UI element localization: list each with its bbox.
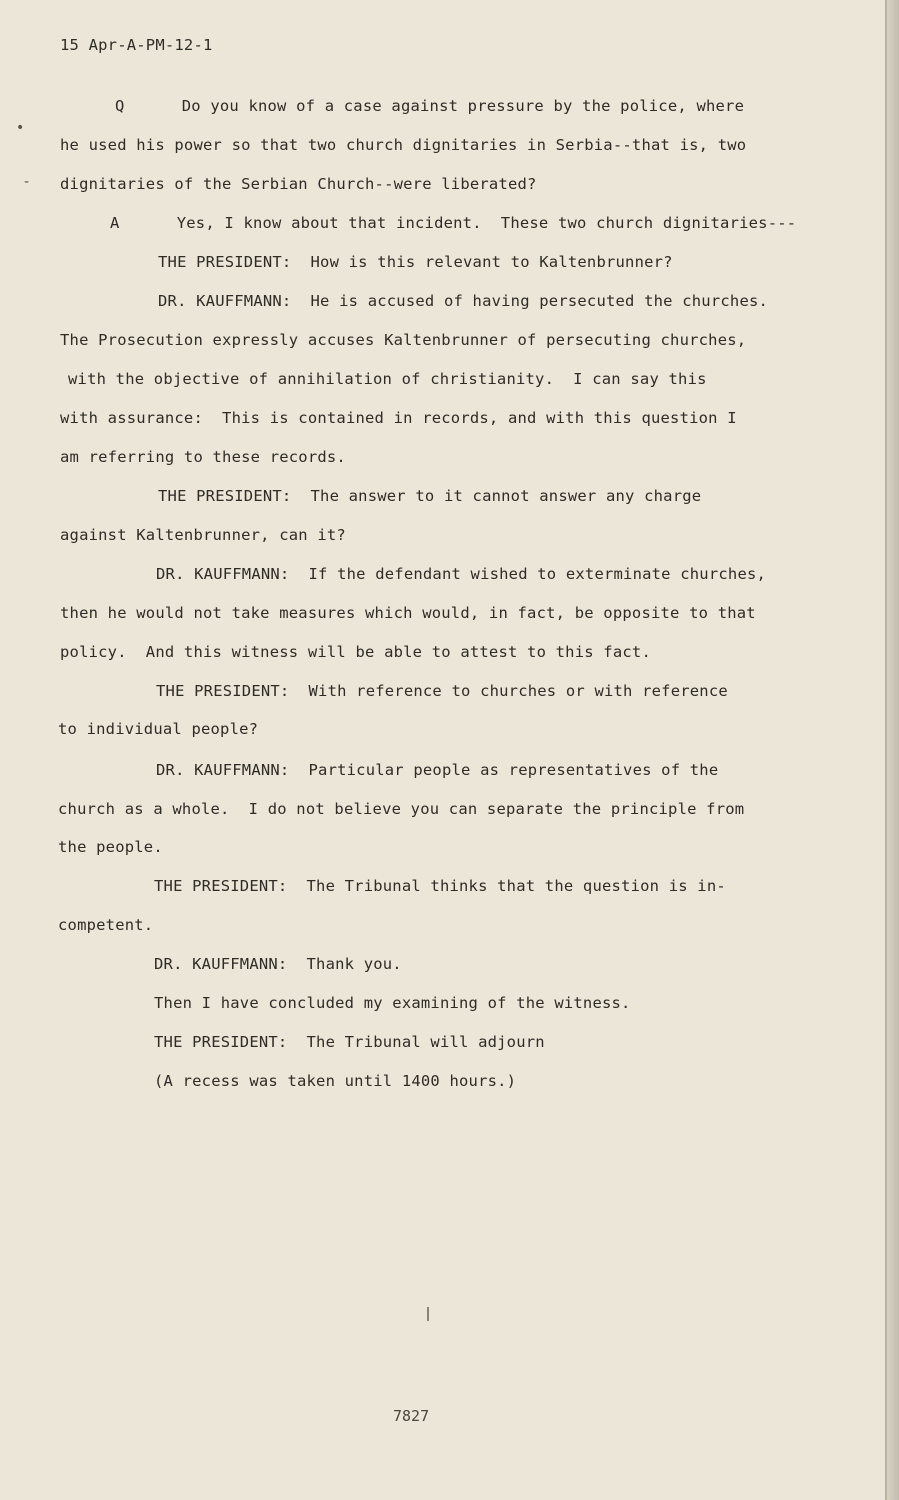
margin-mark: • [16,120,25,136]
body-line: with assurance: This is contained in records, and with this question I [60,409,737,427]
speaker-line: DR. KAUFFMANN: If the defendant wished to exterminate churches, [156,565,767,583]
speaker-line: THE PRESIDENT: With reference to churches or with reference [156,682,728,700]
body-line: then he would not take measures which would, in fact, be opposite to that [60,604,756,622]
speaker-line: DR. KAUFFMANN: He is accused of having persecuted the churches. [158,292,769,310]
speaker-line: THE PRESIDENT: The Tribunal thinks that the question is in- [154,877,726,895]
body-line: dignitaries of the Serbian Church--were liberated? [60,175,537,193]
answer-line: A Yes, I know about that incident. These two church dignitaries--- [110,214,797,232]
body-line: competent. [58,916,154,934]
page-number: 7827 [393,1407,430,1425]
body-line: with the objective of annihilation of christianity. I can say this [68,370,707,388]
stray-pen-mark [427,1307,429,1321]
body-line: Then I have concluded my examining of the witness. [154,994,631,1012]
margin-mark: - [24,174,30,190]
body-line: The Prosecution expressly accuses Kaltenbrunner of persecuting churches, [60,331,747,349]
speaker-line: THE PRESIDENT: The Tribunal will adjourn [154,1033,545,1051]
body-line: policy. And this witness will be able to attest to this fact. [60,643,651,661]
recess-note: (A recess was taken until 1400 hours.) [154,1072,517,1090]
speaker-line: DR. KAUFFMANN: Thank you. [154,955,402,973]
question-line: Q Do you know of a case against pressure by the police, where [115,97,745,115]
speaker-line: THE PRESIDENT: The answer to it cannot answer any charge [158,487,702,505]
body-line: against Kaltenbrunner, can it? [60,526,346,544]
body-line: the people. [58,838,163,856]
document-header-code: 15 Apr-A-PM-12-1 [60,36,213,54]
body-line: am referring to these records. [60,448,346,466]
body-line: to individual people? [58,720,259,738]
speaker-line: DR. KAUFFMANN: Particular people as representatives of the [156,761,719,779]
page-edge [887,0,899,1500]
body-line: he used his power so that two church dignitaries in Serbia--that is, two [60,136,747,154]
speaker-line: THE PRESIDENT: How is this relevant to Kaltenbrunner? [158,253,673,271]
body-line: church as a whole. I do not believe you can separate the principle from [58,800,745,818]
